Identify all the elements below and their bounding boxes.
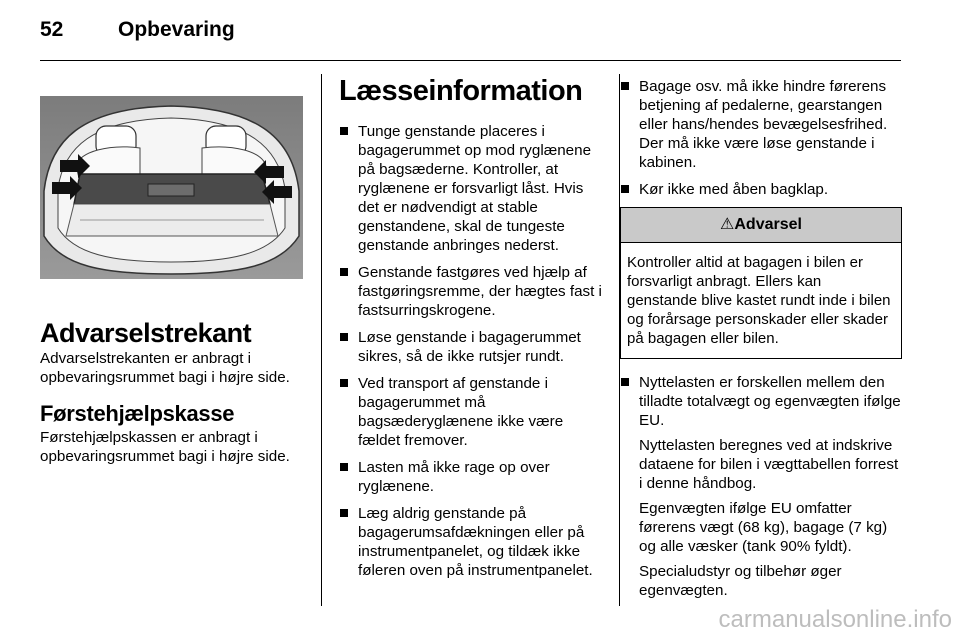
watermark: carmanualsonline.info <box>718 606 952 633</box>
warning-text: Kontroller altid at bagagen i bilen er forsvarligt anbragt. Ellers kan genstande blive kastet rundt inde i bilen og forårsage personskader eller skader på bagagen eller bilen. <box>627 254 891 347</box>
right-column <box>620 77 902 608</box>
section-body-warning-triangle: Advarselstrekanten er anbragt i opbevaringsrummet bagi i højre side. <box>40 350 290 386</box>
warning-icon: ⚠ <box>720 216 735 233</box>
header-divider <box>40 60 901 61</box>
list-item: Kør ikke med åben bagklap. <box>620 180 902 199</box>
cabin-bullets <box>620 77 902 199</box>
list-item: Lasten må ikke rage op over ryglænene. <box>339 458 603 496</box>
list-item: Løse genstande i bagagerummet sikres, så de ikke rutsjer rundt. <box>339 328 603 366</box>
left-column <box>40 317 303 466</box>
warning-box <box>620 207 902 359</box>
payload-curb-weight: Egenvægten ifølge EU omfatter førerens vægt (68 kg), bagage (7 kg) og alle væsker (tank 90% fyldt). <box>639 500 888 555</box>
luggage-compartment-figure <box>40 96 303 279</box>
middle-column <box>339 74 603 588</box>
payload-list <box>620 373 902 600</box>
payload-accessories: Specialudstyr og tilbehør øger egenvægten. <box>639 563 842 599</box>
column-divider-left <box>321 74 322 606</box>
list-item: Bagage osv. må ikke hindre førerens betjening af pedalerne, gearstangen eller hans/hendes bevægelsesfrihed. Der må ikke være løse genstande i kabinen. <box>620 77 902 172</box>
warning-title: Advarsel <box>734 216 802 233</box>
payload-intro: Nyttelasten er forskellen mellem den tilladte totalvægt og egenvægten ifølge EU. <box>639 374 901 429</box>
page-title: Opbevaring <box>118 18 235 41</box>
section-body-first-aid: Førstehjælpskassen er anbragt i opbevaringsrummet bagi i højre side. <box>40 429 290 465</box>
list-item: Læg aldrig genstande på bagagerumsafdækningen eller på instrumentpanelet, og tildæk ikke føleren oven på instrumentpanelet. <box>339 504 603 580</box>
section-heading-first-aid: Førstehjælpskasse <box>40 401 235 426</box>
page-header <box>40 18 235 42</box>
warning-header <box>621 208 901 243</box>
section-heading-warning-triangle: Advarselstrekant <box>40 318 252 348</box>
loading-info-heading: Læsseinformation <box>339 75 583 107</box>
loading-info-list <box>339 122 603 580</box>
list-item: Ved transport af genstande i bagagerummet må bagsæderyglænene ikke være fældet fremover. <box>339 374 603 450</box>
list-item <box>620 373 902 600</box>
page-number: 52 <box>40 18 64 41</box>
payload-calculation: Nyttelasten beregnes ved at indskrive dataene for bilen i vægttabellen forrest i denne håndbog. <box>639 437 899 492</box>
list-item: Genstande fastgøres ved hjælp af fastgøringsremme, der hægtes fast i fastsurringskrogene. <box>339 263 603 320</box>
list-item: Tunge genstande placeres i bagagerummet op mod ryglænene på bagsæderne. Kontroller, at ryglænene er forsvarligt låst. Hvis det er nødvendigt at stable genstandene, skal de tungeste genstande anbringes nederst. <box>339 122 603 255</box>
